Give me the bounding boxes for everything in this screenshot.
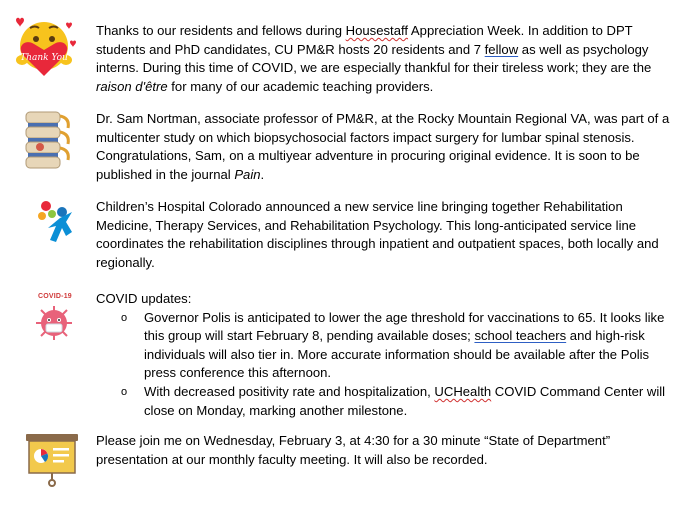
bullet-marker: o <box>121 311 128 324</box>
thank-you-emoji-icon <box>12 14 78 78</box>
spellcheck-word: Housestaff <box>345 23 409 38</box>
news-item-childrens-hospital <box>96 198 678 272</box>
covid-virus-icon <box>34 302 74 344</box>
news-item-covid <box>96 290 678 420</box>
grammar-flag-word: fellow <box>484 41 519 57</box>
news-item-text: Please join me on Wednesday, February 3, at 4:30 for a 30 minute “State of Department” presentation at our monthly faculty meeting. It will also be recorded. <box>96 433 611 467</box>
list-item: o Governor Polis is anticipated to lower the age threshold for vaccinations to 65. It looks like this group will start February 8, pending available doses; school teachers and high-risk individuals will also tier in. More accurate information should be available after the Polis press conference this afternoon. <box>121 309 665 381</box>
thank-you-badge-text: Thank You <box>20 53 68 63</box>
grammar-flag-word: school teachers <box>474 328 567 344</box>
presentation-board-icon <box>24 432 80 488</box>
news-item-state-of-department <box>96 432 678 469</box>
news-item-text: Thanks to our residents and fellows during Housestaff Appreciation Week. In addition to DPT students and PhD candidates, CU PM&R hosts 20 residents and 7 fellow as well as psychology interns. During this time of COVID, we are especially thankful for their tireless work; they are the raison d'être for many of our academic teaching providers. <box>96 23 652 94</box>
news-item-text: Dr. Sam Nortman, associate professor of PM&R, at the Rocky Mountain Regional VA, was part of a multicenter study on which biopsychosocial factors impact surgery for lumbar spinal stenosis. Congratulations, Sam, on a multiyear adventure in procuring original evidence. It is soon to be published in the journal Pain. <box>96 111 670 182</box>
news-item-text: Children’s Hospital Colorado announced a new service line bringing together Rehabilitation Medicine, Therapy Services, and Rehabilitation Psychology. This long-anticipated service line coordinates the rehabilitation disciplines through inpatient and outpatient spaces, both locally and regionally. <box>96 199 659 270</box>
covid-heading: COVID updates: <box>96 291 192 306</box>
spellcheck-word: UCHealth <box>434 383 492 399</box>
lumbar-spine-icon <box>22 110 72 170</box>
bullet-marker: o <box>121 385 128 398</box>
childrens-hospital-logo-icon <box>36 198 76 250</box>
list-item: o With decreased positivity rate and hospitalization, UCHealth COVID Command Center will close on Monday, marking another milestone. <box>121 383 666 418</box>
news-item-housestaff <box>96 22 678 96</box>
news-item-nortman <box>96 110 678 184</box>
covid-icon-label: COVID-19 <box>38 293 72 300</box>
